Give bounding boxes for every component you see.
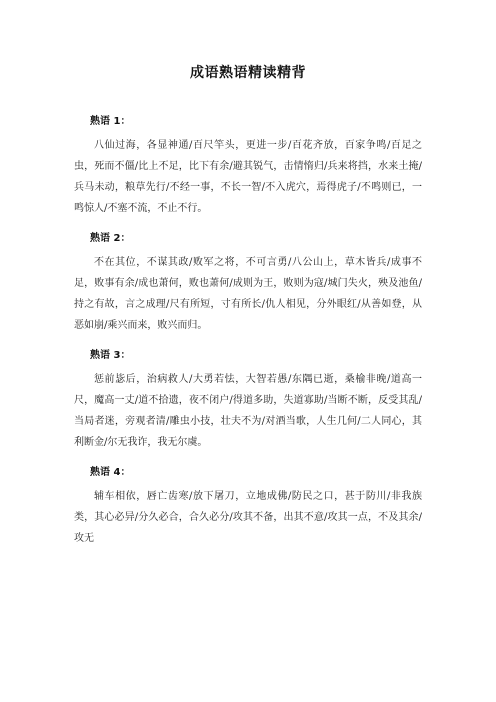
section-body: 辅车相依，唇亡齿寒/放下屠刀，立地成佛/防民之口，甚于防川/非我族类，其心必异/分久必合，合久必分/攻其不备，出其不意/攻其一点，不及其余/攻无	[74, 491, 422, 544]
section-heading: 熟语 2：	[90, 233, 131, 244]
section-body: 惩前毖后，治病救人/大勇若怯，大智若愚/东隅已逝，桑榆非晚/道高一尺，魔高一丈/道不拾遗，夜不闭户/得道多助，失道寡助/当断不断，反受其乱/当局者迷，旁观者清/雕虫小技，壮夫不为/对酒当歌，人生几何/二人同心，其利断金/尔无我诈，我无尔虞。	[74, 374, 422, 448]
section-body: 八仙过海，各显神通/百尺竿头，更进一步/百花齐放，百家争鸣/百足之虫，死而不僵/比上不足，比下有余/避其锐气，击情惰归/兵来将挡，水来土掩/兵马未动，粮草先行/不经一事，不长一智/不入虎穴，焉得虎子/不鸣则已，一鸣惊人/不塞不流，不止不行。	[74, 140, 422, 214]
section-heading: 熟语 3：	[90, 350, 131, 361]
section-heading: 熟语 1：	[90, 116, 131, 127]
section-heading: 熟语 4：	[90, 467, 131, 478]
section-3	[74, 346, 422, 453]
section-body: 不在其位，不谋其政/败军之将，不可言勇/八公山上，草木皆兵/成事不足，败事有余/成也萧何，败也萧何/成则为王，败则为寇/城门失火，殃及池鱼/持之有故，言之成理/尺有所短，寸有所长/仇人相见，分外眼红/从善如登，从恶如崩/乘兴而来，败兴而归。	[74, 257, 422, 331]
section-2	[74, 229, 422, 336]
section-1	[74, 112, 422, 219]
document-title: 成语熟语精读精背	[190, 65, 306, 81]
section-4	[74, 463, 422, 549]
